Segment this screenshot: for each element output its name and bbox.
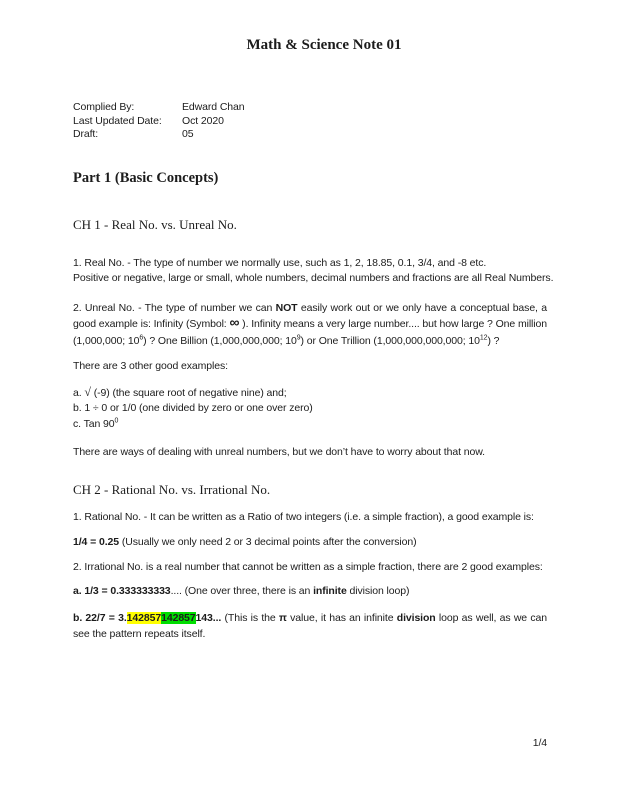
meta-row-last-updated — [73, 115, 547, 129]
square-root-symbol: √ — [84, 384, 91, 399]
text-segment: ) ? — [487, 334, 500, 347]
paragraph-examples-intro: There are 3 other good examples: — [73, 360, 228, 372]
text-segment: (-9) (the square root of negative nine) and; — [90, 386, 287, 399]
text-segment: .... — [170, 585, 182, 597]
ch2-heading: CH 2 - Rational No. vs. Irrational No. — [73, 481, 271, 497]
metadata-block — [73, 101, 547, 142]
superscript-degree: 0 — [114, 417, 119, 424]
page-number: 1/4 — [532, 737, 547, 749]
text-segment: easily work out or we only have a conceptual base, a good example is: Infinity (Symbol: — [73, 301, 547, 330]
text-segment-bold: NOT — [275, 301, 298, 314]
paragraph-irrational: 2. Irrational No. is a real number that cannot be written as a simple fraction, there are 2 good examples: — [73, 560, 543, 573]
text-segment: ) ? One Billion (1,000,000,000; 10 — [143, 334, 297, 347]
superscript-exponent: 6 — [139, 334, 144, 341]
highlighted-digits-yellow: 142857 — [126, 611, 162, 624]
text-segment: ). Infinity means a very large number.... but how large ? One million (1,000,000; 10 — [73, 318, 547, 347]
paragraph-unreal-numbers — [73, 300, 547, 350]
meta-label: Complied By: — [73, 101, 135, 113]
text-segment: a. — [73, 386, 85, 399]
meta-value: Edward Chan — [182, 101, 245, 113]
paragraph-pi-example — [73, 610, 547, 642]
meta-row-draft — [73, 128, 547, 142]
text-segment-bold: division — [396, 611, 436, 624]
meta-label: Draft: — [73, 128, 99, 140]
paragraph-real-numbers — [73, 256, 554, 287]
meta-value: 05 — [182, 128, 194, 140]
infinity-symbol: ∞ — [229, 314, 240, 330]
example-item-c — [73, 417, 547, 433]
text-segment: 2. Unreal No. - The type of number we can — [73, 301, 276, 314]
document-title: Math & Science Note 01 — [246, 37, 402, 53]
text-segment-bold: a. 1/3 = 0.333333333 — [73, 585, 171, 597]
pi-symbol: π — [278, 611, 287, 624]
text-segment: ) or One Trillion (1,000,000,000,000; 10 — [300, 334, 480, 347]
ch1-heading: CH 1 - Real No. vs. Unreal No. — [73, 216, 237, 232]
text-segment-bold: b. 22/7 = 3. — [73, 611, 127, 624]
meta-value: Oct 2020 — [182, 114, 224, 127]
text-segment: loop as well, as we can see the pattern repeats itself. — [73, 611, 547, 640]
text-segment: c. Tan 90 — [73, 417, 115, 430]
part1-heading: Part 1 (Basic Concepts) — [73, 169, 219, 186]
paragraph-ch1-closing: There are ways of dealing with unreal numbers, but we don’t have to worry about that now. — [73, 446, 485, 458]
text-segment: (Usually we only need 2 or 3 decimal points after the conversion) — [119, 536, 417, 548]
paragraph-one-third-example — [73, 584, 547, 600]
text-line: Positive or negative, large or small, whole numbers, decimal numbers and fractions are all Real Numbers. — [73, 272, 554, 284]
text-segment: division loop) — [346, 585, 410, 597]
highlighted-digits-green: 142857 — [161, 611, 196, 624]
text-segment: (One over three, there is an — [181, 585, 314, 597]
meta-row-compiled-by — [73, 101, 547, 115]
text-segment-bold: 1/4 = 0.25 — [73, 536, 119, 548]
text-segment-bold: 143... — [195, 611, 222, 624]
text-segment: value, it has an infinite — [286, 611, 397, 624]
superscript-exponent: 9 — [296, 334, 301, 341]
text-segment-bold: infinite — [313, 585, 347, 597]
text-segment: (This is the — [221, 611, 279, 624]
example-item-b: b. 1 ÷ 0 or 1/0 (one divided by zero or one over zero) — [73, 402, 313, 414]
text-line: 1. Real No. - The type of number we normally use, such as 1, 2, 18.85, 0.1, 3/4, and -8 etc. — [73, 256, 487, 269]
example-item-a — [73, 385, 547, 402]
superscript-exponent: 12 — [479, 334, 488, 341]
paragraph-quarter-example — [73, 535, 547, 551]
meta-label: Last Updated Date: — [73, 114, 162, 127]
paragraph-rational: 1. Rational No. - It can be written as a Ratio of two integers (i.e. a simple fraction), a good example is: — [73, 510, 534, 523]
examples-list — [73, 385, 547, 433]
